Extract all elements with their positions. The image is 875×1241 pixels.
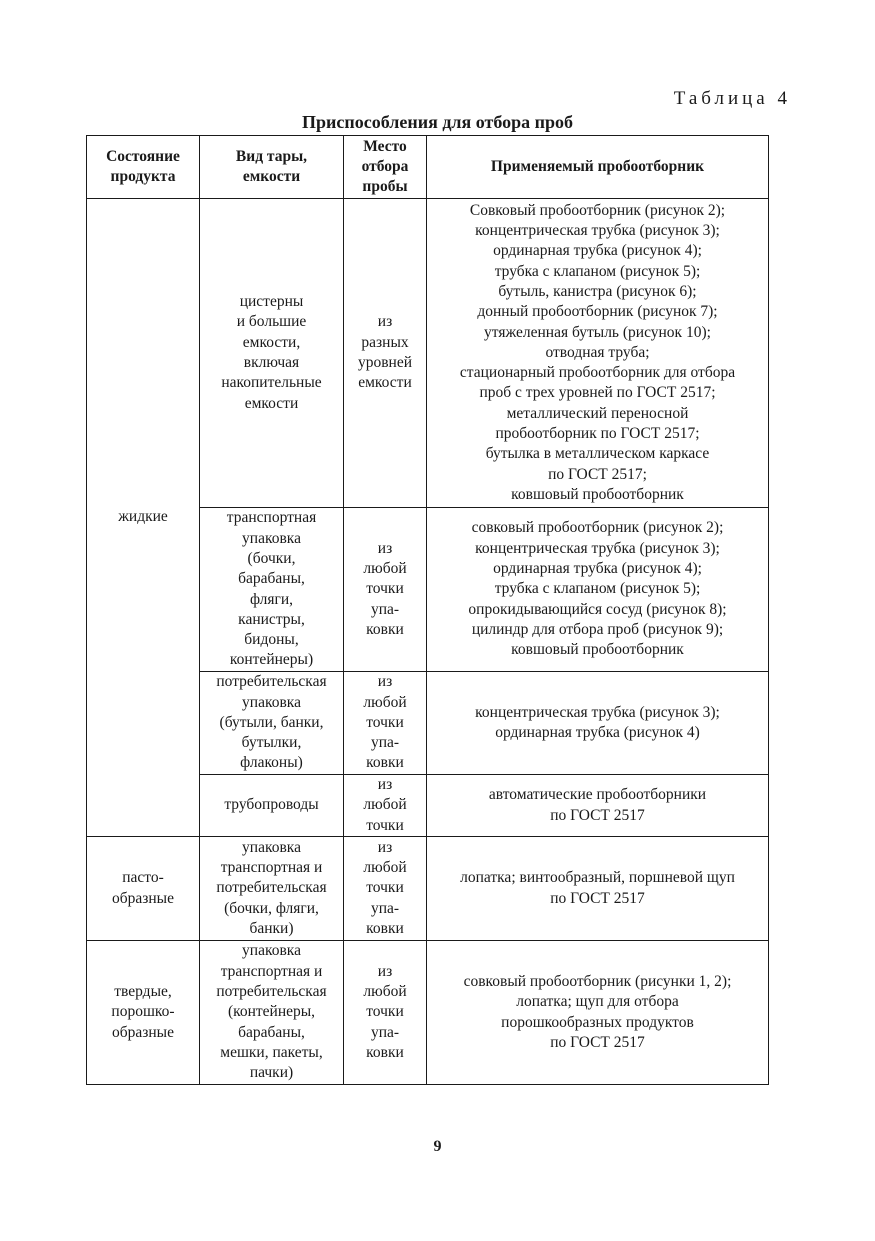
cell-text-line: цилиндр для отбора проб (рисунок 9); xyxy=(471,620,724,638)
cell-text-line: образные xyxy=(112,1023,174,1041)
cell-text-line: транспортная и xyxy=(220,962,323,980)
cell-text-line: накопительные xyxy=(221,374,322,392)
cell-text-line: концентрическая трубка (рисунок 3); xyxy=(475,222,720,240)
cell-text-line: (бочки, фляги, xyxy=(224,899,319,917)
cell-text-line: по ГОСТ 2517 xyxy=(550,889,645,907)
cell-text-line: отводная труба; xyxy=(545,343,650,361)
cell-text-line: упаковка xyxy=(242,529,301,547)
place-cell xyxy=(344,672,427,775)
table-title: Приспособления для отбора проб xyxy=(301,112,574,132)
cell-text-line: ковки xyxy=(366,919,404,937)
sampler-cell xyxy=(427,837,769,941)
cell-text-line: концентрическая трубка (рисунок 3); xyxy=(475,539,720,557)
cell-text-line: любой xyxy=(363,693,407,711)
cell-text-line: упаковка xyxy=(242,693,301,711)
cell-text-line: (контейнеры, xyxy=(227,1003,316,1021)
cell-text-line: совковый пробоотборник (рисунки 1, 2); xyxy=(463,972,732,990)
container-cell xyxy=(200,775,344,837)
cell-text-line: ординарная трубка (рисунок 4); xyxy=(493,242,702,260)
cell-text-line: по ГОСТ 2517; xyxy=(548,465,647,483)
place-cell xyxy=(344,508,427,672)
cell-text-line: (бочки, xyxy=(247,549,296,567)
cell-text-line: из xyxy=(377,313,393,331)
cell-text-line: ковки xyxy=(366,1043,404,1061)
cell-text-line: любой xyxy=(363,560,407,578)
state-cell-solid xyxy=(87,941,200,1085)
header-state xyxy=(87,136,200,199)
cell-text-line: образные xyxy=(112,889,174,907)
state-cell-paste xyxy=(87,837,200,941)
cell-text-line: потребительская xyxy=(216,673,327,691)
cell-text-line: барабаны, xyxy=(238,570,305,588)
cell-text-line: мешки, пакеты, xyxy=(220,1043,323,1061)
cell-text-line: разных xyxy=(361,333,409,351)
cell-text-line: емкости, xyxy=(242,333,301,351)
sampler-cell xyxy=(427,941,769,1085)
cell-text-line: упаковка xyxy=(242,942,301,960)
cell-text-line: пасто- xyxy=(122,869,164,887)
header-row xyxy=(87,136,769,199)
page-number: 9 xyxy=(433,1138,442,1155)
cell-text-line: Состояние xyxy=(106,148,180,165)
cell-text-line: донный пробоотборник (рисунок 7); xyxy=(477,303,718,321)
cell-text-line: проб с трех уровней по ГОСТ 2517; xyxy=(479,384,716,402)
cell-text-line: любой xyxy=(363,859,407,877)
samplers-table xyxy=(86,135,769,1085)
cell-text-line: бутылки, xyxy=(241,734,302,752)
cell-text-line: транспортная xyxy=(226,509,317,527)
cell-text-line: упаковка xyxy=(242,838,301,856)
cell-text-line: точки xyxy=(366,1003,404,1021)
cell-text-line: транспортная и xyxy=(220,859,323,877)
cell-text-line: упа- xyxy=(370,899,400,917)
cell-text-line: порошкообразных продуктов xyxy=(501,1013,694,1031)
cell-text-line: порошко- xyxy=(111,1003,175,1021)
cell-text-line: автоматические пробоотборники xyxy=(488,786,707,804)
cell-text-line: контейнеры) xyxy=(229,651,314,669)
cell-text-line: из xyxy=(377,838,393,856)
cell-text-line: Вид тары, xyxy=(235,148,308,165)
cell-text-line: любой xyxy=(363,983,407,1001)
cell-text-line: любой xyxy=(363,796,407,814)
cell-text-line: по ГОСТ 2517 xyxy=(550,806,645,824)
header-place xyxy=(344,136,427,199)
cell-text-line: барабаны, xyxy=(238,1023,305,1041)
cell-text-line: пачки) xyxy=(249,1064,294,1082)
cell-text-line: продукта xyxy=(110,168,176,185)
cell-text-line: из xyxy=(377,962,393,980)
header-container xyxy=(200,136,344,199)
cell-text-line: ковшовый пробоотборник xyxy=(511,641,684,659)
cell-text-line: стационарный пробоотборник для отбора xyxy=(459,364,736,382)
cell-text-line: бутыль, канистра (рисунок 6); xyxy=(498,282,697,300)
cell-text-line: уровней xyxy=(357,354,413,371)
cell-text-line: фляги, xyxy=(249,590,294,608)
container-cell xyxy=(200,837,344,941)
place-cell xyxy=(344,199,427,508)
place-cell xyxy=(344,837,427,941)
cell-text-line: ковки xyxy=(366,620,404,638)
state-cell-liquid xyxy=(87,199,200,837)
cell-text-line: флаконы) xyxy=(240,754,303,772)
cell-text-line: упа- xyxy=(370,1023,400,1041)
table-row xyxy=(87,837,769,941)
cell-text-line: потребительская xyxy=(216,879,327,897)
cell-text-line: точки xyxy=(366,713,404,731)
cell-text-line: отбора xyxy=(361,158,409,175)
cell-text-line: пробоотборник по ГОСТ 2517; xyxy=(495,425,700,443)
cell-text-line: цистерны xyxy=(239,293,304,311)
cell-text-line: опрокидывающийся сосуд (рисунок 8); xyxy=(468,600,727,618)
cell-text-line: совковый пробоотборник (рисунок 2); xyxy=(471,519,724,537)
container-cell xyxy=(200,672,344,775)
cell-text-line: из xyxy=(377,539,393,557)
cell-text-line: бидоны, xyxy=(244,631,299,649)
header-sampler xyxy=(427,136,769,199)
cell-text-line: из xyxy=(377,776,393,794)
table-row xyxy=(87,199,769,508)
sampler-cell xyxy=(427,672,769,775)
cell-text-line: трубка с клапаном (рисунок 5); xyxy=(494,580,701,598)
table-label: Таблица 4 xyxy=(673,88,791,109)
cell-text-line: точки xyxy=(366,879,404,897)
cell-text-line: канистры, xyxy=(238,610,305,628)
cell-text-line: твердые, xyxy=(114,983,172,1001)
place-cell xyxy=(344,941,427,1085)
cell-text-line: включая xyxy=(243,354,300,371)
cell-text-line: ковшовый пробоотборник xyxy=(511,485,684,503)
cell-text-line: Совковый пробоотборник (рисунок 2); xyxy=(469,201,726,219)
cell-text-line: упа- xyxy=(370,734,400,752)
cell-text-line: емкости xyxy=(244,394,299,412)
cell-text-line: Применяемый пробоотборник xyxy=(490,158,705,175)
cell-text-line: ординарная трубка (рисунок 4); xyxy=(493,560,702,578)
cell-text-line: (бутыли, банки, xyxy=(219,713,324,731)
sampler-cell xyxy=(427,508,769,672)
cell-text-line: пробы xyxy=(362,178,408,195)
sampler-cell xyxy=(427,775,769,837)
cell-text-line: трубка с клапаном (рисунок 5); xyxy=(494,262,701,280)
container-cell xyxy=(200,508,344,672)
cell-text-line: лопатка; щуп для отбора xyxy=(516,993,679,1011)
cell-text-line: банки) xyxy=(249,919,294,937)
cell-text-line: и большие xyxy=(236,313,307,331)
cell-text-line: по ГОСТ 2517 xyxy=(550,1033,645,1051)
cell-text-line: утяжеленная бутыль (рисунок 10); xyxy=(484,323,711,341)
place-cell xyxy=(344,775,427,837)
cell-text-line: ковки xyxy=(366,754,404,772)
cell-text-line: из xyxy=(377,673,393,691)
cell-text-line: лопатка; винтообразный, поршневой щуп xyxy=(460,869,735,887)
cell-text-line: потребительская xyxy=(216,983,327,1001)
cell-text-line: точки xyxy=(366,816,404,834)
cell-text-line: металлический переносной xyxy=(506,404,689,422)
cell-text-line: бутылка в металлическом каркасе xyxy=(485,445,710,463)
cell-text-line: ординарная трубка (рисунок 4) xyxy=(495,724,700,741)
cell-text-line: точки xyxy=(366,580,404,598)
cell-text-line: упа- xyxy=(370,600,400,618)
cell-text-line: емкости xyxy=(242,168,301,185)
sampler-cell xyxy=(427,199,769,508)
cell-text-line: концентрическая трубка (рисунок 3); xyxy=(475,703,720,721)
cell-text-line: Место xyxy=(363,138,407,155)
cell-text-line: трубопроводы xyxy=(224,796,319,814)
container-cell xyxy=(200,199,344,508)
table-row xyxy=(87,941,769,1085)
cell-text-line: емкости xyxy=(358,374,412,392)
cell-text-line: жидкие xyxy=(118,508,168,526)
container-cell xyxy=(200,941,344,1085)
